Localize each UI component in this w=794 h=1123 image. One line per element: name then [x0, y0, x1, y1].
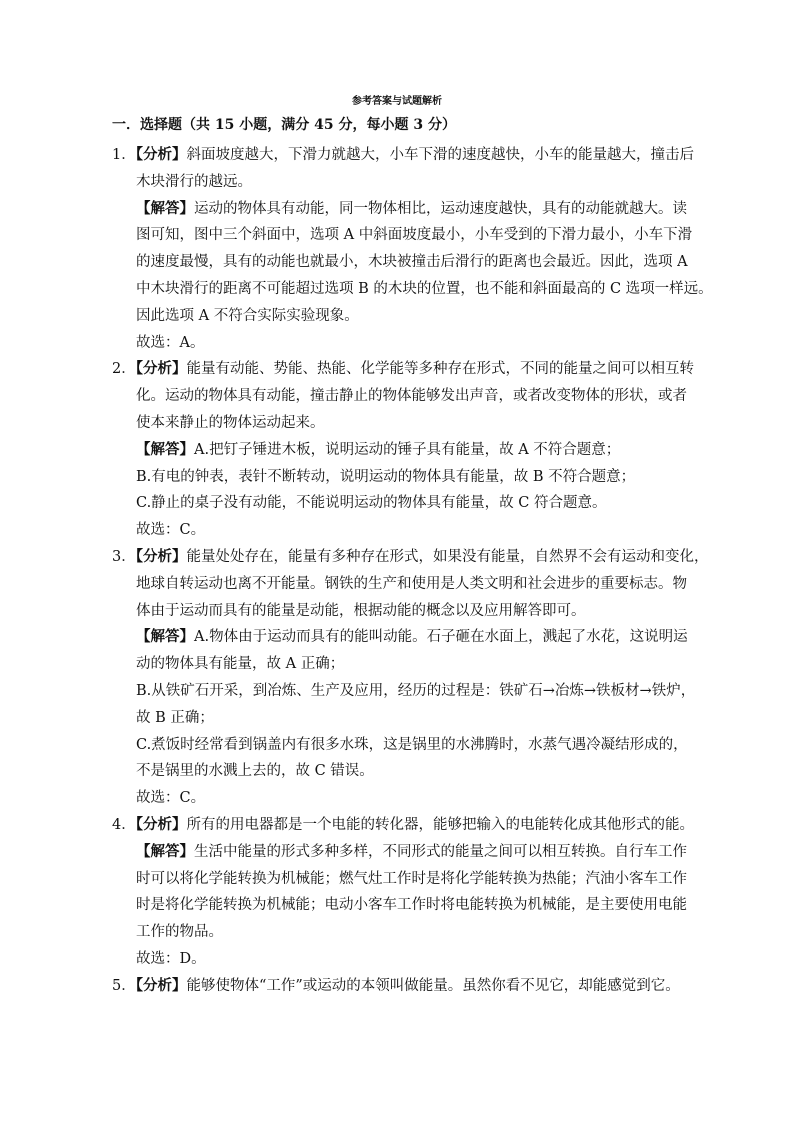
analysis-text: 能量有动能、势能、热能、化学能等多种存在形式，不同的能量之间可以相互转 — [186, 361, 694, 378]
answer-text: 因此选项 A 不符合实际实验现象。 — [136, 307, 359, 324]
question-number: 4． — [112, 816, 136, 833]
analysis-line — [112, 410, 692, 437]
option-line — [112, 490, 692, 517]
analysis-line — [112, 544, 709, 571]
answer-text: 动的物体具有能量，故 A 正确； — [136, 656, 345, 673]
question-number: 5． — [112, 977, 136, 994]
questions-list — [112, 142, 713, 1000]
analysis-text: 使本来静止的物体运动起来。 — [136, 414, 325, 431]
answer-line — [112, 624, 692, 651]
option-text: B.从铁矿石开采，到冶炼、生产及应用，经历的过程是：铁矿石→冶炼→铁板材→铁炉， — [136, 682, 696, 699]
analysis-line — [112, 169, 692, 196]
answer-text: 图可知，图中三个斜面中，选项 A 中斜面坡度最小，小车受到的下滑力最小，小车下滑 — [136, 227, 693, 244]
analysis-text: 所有的用电器都是一个电能的转化器，能够把输入的电能转化成其他形式的能。 — [186, 816, 694, 833]
analysis-line — [112, 356, 692, 383]
answer-text: 运动的物体具有动能，同一物体相比，运动速度越快，具有的动能就越大。读 — [194, 200, 687, 217]
analysis-text: 木块滑行的越远。 — [136, 173, 252, 190]
answer-line — [112, 866, 692, 893]
choice-text: 故选：A。 — [136, 334, 205, 351]
choice-line — [112, 517, 692, 544]
option-line — [112, 732, 692, 759]
option-line — [112, 678, 696, 705]
option-text: C.煮饭时经常看到锅盖内有很多水珠，这是锅里的水沸腾时，水蒸气遇冷凝结形成的， — [136, 736, 688, 753]
answer-text: 时是将化学能转换为机械能；电动小客车工作时将电能转换为机械能，是主要使用电能 — [136, 897, 687, 914]
analysis-text: 体由于运动而具有的能量是动能，根据动能的概念以及应用解答即可。 — [136, 602, 586, 619]
analysis-tag: 【分析】 — [135, 976, 187, 994]
option-line — [112, 705, 692, 732]
answer-tag: 【解答】 — [136, 440, 194, 458]
question-number: 3． — [112, 548, 136, 565]
analysis-line — [112, 598, 692, 625]
answer-tag: 【解答】 — [136, 842, 194, 860]
answer-line — [112, 651, 692, 678]
question-number: 2． — [112, 361, 136, 378]
choice-line — [112, 785, 692, 812]
answer-text: 时可以将化学能转换为机械能；燃气灶工作时是将化学能转换为热能；汽油小客车工作 — [136, 870, 687, 887]
analysis-text: 能量处处存在，能量有多种存在形式，如果没有能量，自然界不会有运动和变化， — [186, 548, 709, 565]
option-text: 故 B 正确； — [136, 709, 214, 726]
option-text: 不是锅里的水溅上去的，故 C 错误。 — [136, 763, 374, 780]
analysis-line — [112, 571, 692, 598]
section-heading: 一．选择题（共 15 小题，满分 45 分，每小题 3 分） — [112, 117, 456, 133]
answer-text: 生活中能量的形式多种多样，不同形式的能量之间可以相互转换。自行车工作 — [194, 843, 687, 860]
answer-line — [112, 196, 692, 223]
answer-tag: 【解答】 — [136, 199, 194, 217]
option-text: C.静止的桌子没有动能，不能说明运动的物体具有能量，故 C 符合题意。 — [136, 495, 607, 512]
question-1 — [112, 142, 713, 356]
analysis-text: 化。运动的物体具有动能，撞击静止的物体能够发出声音，或者改变物体的形状，或者 — [136, 388, 687, 405]
choice-text: 故选：C。 — [136, 790, 206, 807]
question-4 — [112, 812, 692, 973]
answer-line — [112, 222, 692, 249]
question-3 — [112, 544, 709, 812]
page-title: 参考答案与试题解析 — [352, 96, 442, 107]
analysis-line — [112, 812, 692, 839]
analysis-line — [112, 142, 692, 169]
answer-line — [112, 919, 692, 946]
analysis-tag: 【分析】 — [135, 815, 187, 833]
option-line — [112, 464, 692, 491]
answer-text: 中木块滑行的距离不可能超过选项 B 的木块的位置，也不能和斜面最高的 C 选项一样远。 — [136, 280, 713, 297]
question-number: 1． — [112, 147, 136, 163]
choice-line — [112, 946, 692, 973]
answer-text: A.把钉子锤进木板，说明运动的锤子具有能量，故 A 不符合题意； — [194, 441, 621, 458]
option-text: B.有电的钟表，表针不断转动，说明运动的物体具有能量，故 B 不符合题意； — [136, 468, 636, 485]
answer-tag: 【解答】 — [136, 628, 194, 646]
answer-text: A.物体由于运动而具有的能叫动能。石子砸在水面上，溅起了水花，这说明运 — [194, 629, 688, 646]
choice-text: 故选：C。 — [136, 522, 206, 539]
analysis-line — [112, 383, 692, 410]
analysis-text: 地球自转运动也离不开能量。钢铁的生产和使用是人类文明和社会进步的重要标志。物 — [136, 575, 687, 592]
answer-text: 的速度最慢，具有的动能也就最小，木块被撞击后滑行的距离也会最近。因此，选项 A — [136, 254, 688, 271]
question-5 — [112, 973, 692, 1000]
question-2 — [112, 356, 692, 544]
analysis-text: 能够使物体“工作”或运动的本领叫做能量。虽然你看不见它，却能感觉到它。 — [186, 977, 680, 994]
analysis-tag: 【分析】 — [135, 146, 187, 163]
analysis-tag: 【分析】 — [135, 360, 187, 378]
analysis-tag: 【分析】 — [135, 547, 187, 565]
answer-line — [112, 839, 692, 866]
answer-line — [112, 303, 692, 330]
answer-line — [112, 437, 692, 464]
analysis-line — [112, 973, 692, 1000]
answer-line — [112, 249, 692, 276]
analysis-text: 斜面坡度越大，下滑力就越大，小车下滑的速度越快，小车的能量越大，撞击后 — [186, 147, 694, 163]
choice-line — [112, 330, 692, 357]
answer-line — [112, 276, 713, 303]
answer-line — [112, 892, 692, 919]
choice-text: 故选：D。 — [136, 950, 206, 967]
answer-text: 工作的物品。 — [136, 924, 223, 941]
option-line — [112, 758, 692, 785]
